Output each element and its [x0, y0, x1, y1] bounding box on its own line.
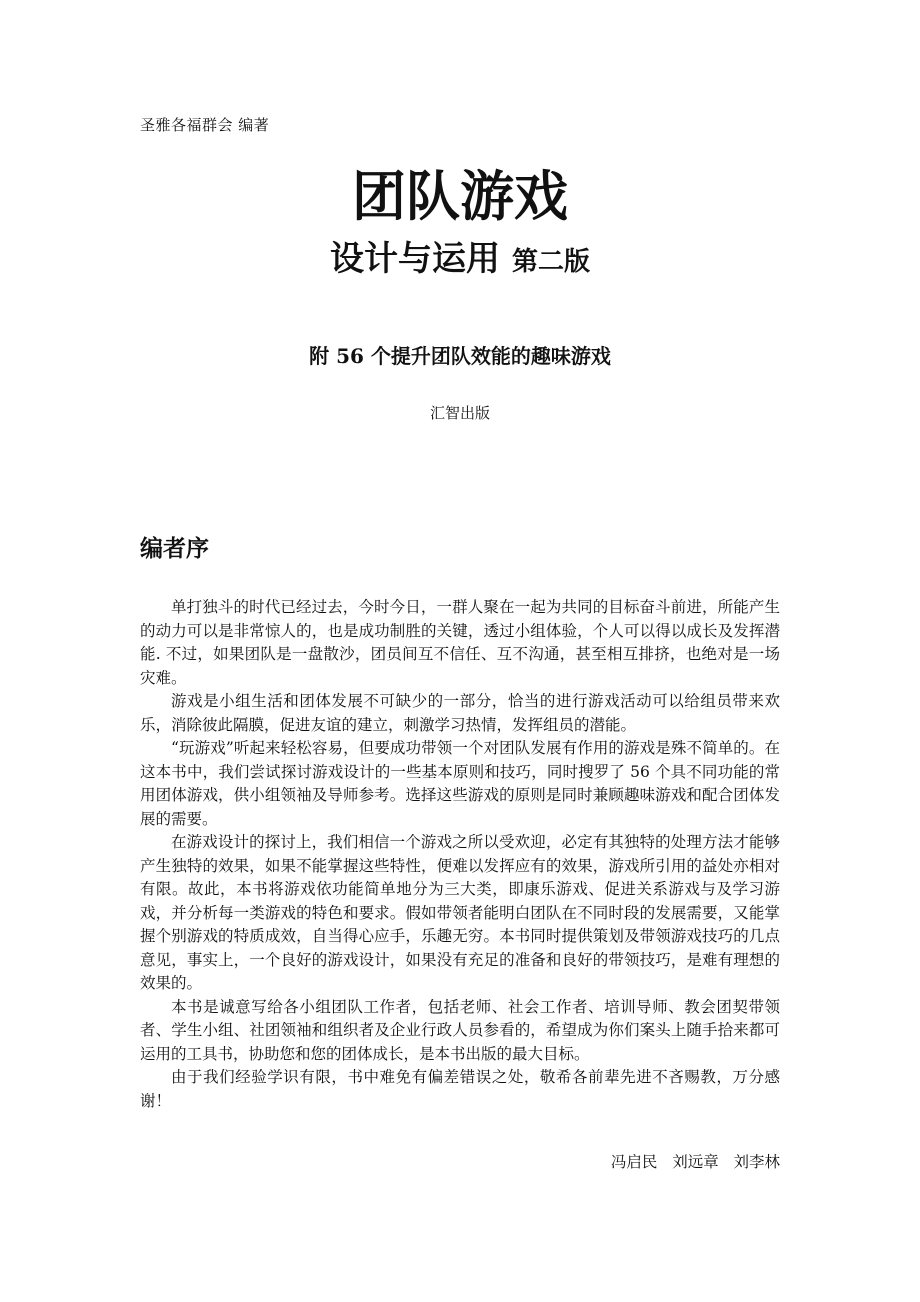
book-subtitle-line [0, 236, 920, 288]
preface-paragraph: 游戏是小组生活和团体发展不可缺少的一部分，恰当的进行游戏活动可以给组员带来欢乐，消除彼此隔膜，促进友谊的建立，刺激学习热情，发挥组员的潜能。 [140, 692, 780, 734]
signature-name: 刘远章 [672, 1153, 719, 1171]
preface-paragraph: 由于我们经验学识有限，书中难免有偏差错误之处，敬希各前辈先进不吝赐教，万分感谢！ [140, 1068, 780, 1110]
preface-signatures [611, 1150, 780, 1172]
signature-name: 刘李林 [733, 1153, 780, 1171]
publisher: 汇智出版 [429, 404, 490, 422]
book-title: 团队游戏 [352, 165, 568, 228]
preface-paragraph: 本书是诚意写给各小组团队工作者，包括老师、社会工作者、培训导师、教会团契带领者、学生小组、社团领袖和组织者及企业行政人员参看的，希望成为你们案头上随手拾来都可运用的工具书，协助您和您的团体成长，是本书出版的最大目标。 [140, 997, 780, 1063]
book-edition: 第二版 [511, 247, 590, 277]
book-tagline: 附 56 个提升团队效能的趣味游戏 [309, 344, 611, 368]
preface-body [140, 596, 780, 1113]
signature-name: 冯启民 [610, 1153, 658, 1171]
book-subtitle: 设计与运用 [329, 239, 500, 279]
preface-heading: 编者序 [140, 536, 209, 562]
author-line: 圣雅各福群会 编著 [140, 116, 270, 134]
preface-paragraph: “玩游戏”听起来轻松容易，但要成功带领一个对团队发展有作用的游戏是殊不简单的。在这本书中，我们尝试探讨游戏设计的一些基本原则和技巧，同时搜罗了 56 个具不同功能的常用团体游戏，供小组领袖及导师参考。选择这些游戏的原则是同时兼顾趣味游戏和配合团体发展的需要。 [140, 739, 780, 828]
preface-paragraph: 在游戏设计的探讨上，我们相信一个游戏之所以受欢迎，必定有其独特的处理方法才能够产生独特的效果，如果不能掌握这些特性，便难以发挥应有的效果，游戏所引用的益处亦相对有限。故此，本书将游戏依功能简单地分为三大类，即康乐游戏、促进关系游戏与及学习游戏，并分析每一类游戏的特色和要求。假如带领者能明白团队在不同时段的发展需要，又能掌握个别游戏的特质成效，自当得心应手，乐趣无穷。本书同时提供策划及带领游戏技巧的几点意见，事实上，一个良好的游戏设计，如果没有充足的准备和良好的带领技巧，是难有理想的效果的。 [140, 833, 780, 992]
preface-paragraph: 单打独斗的时代已经过去，今时今日，一群人聚在一起为共同的目标奋斗前进，所能产生的动力可以是非常惊人的，也是成功制胜的关键，透过小组体验，个人可以得以成长及发挥潜能. 不过，如果团队是一盘散沙，团员间互不信任、互不沟通，甚至相互排挤，也绝对是一场灾难。 [140, 598, 780, 687]
